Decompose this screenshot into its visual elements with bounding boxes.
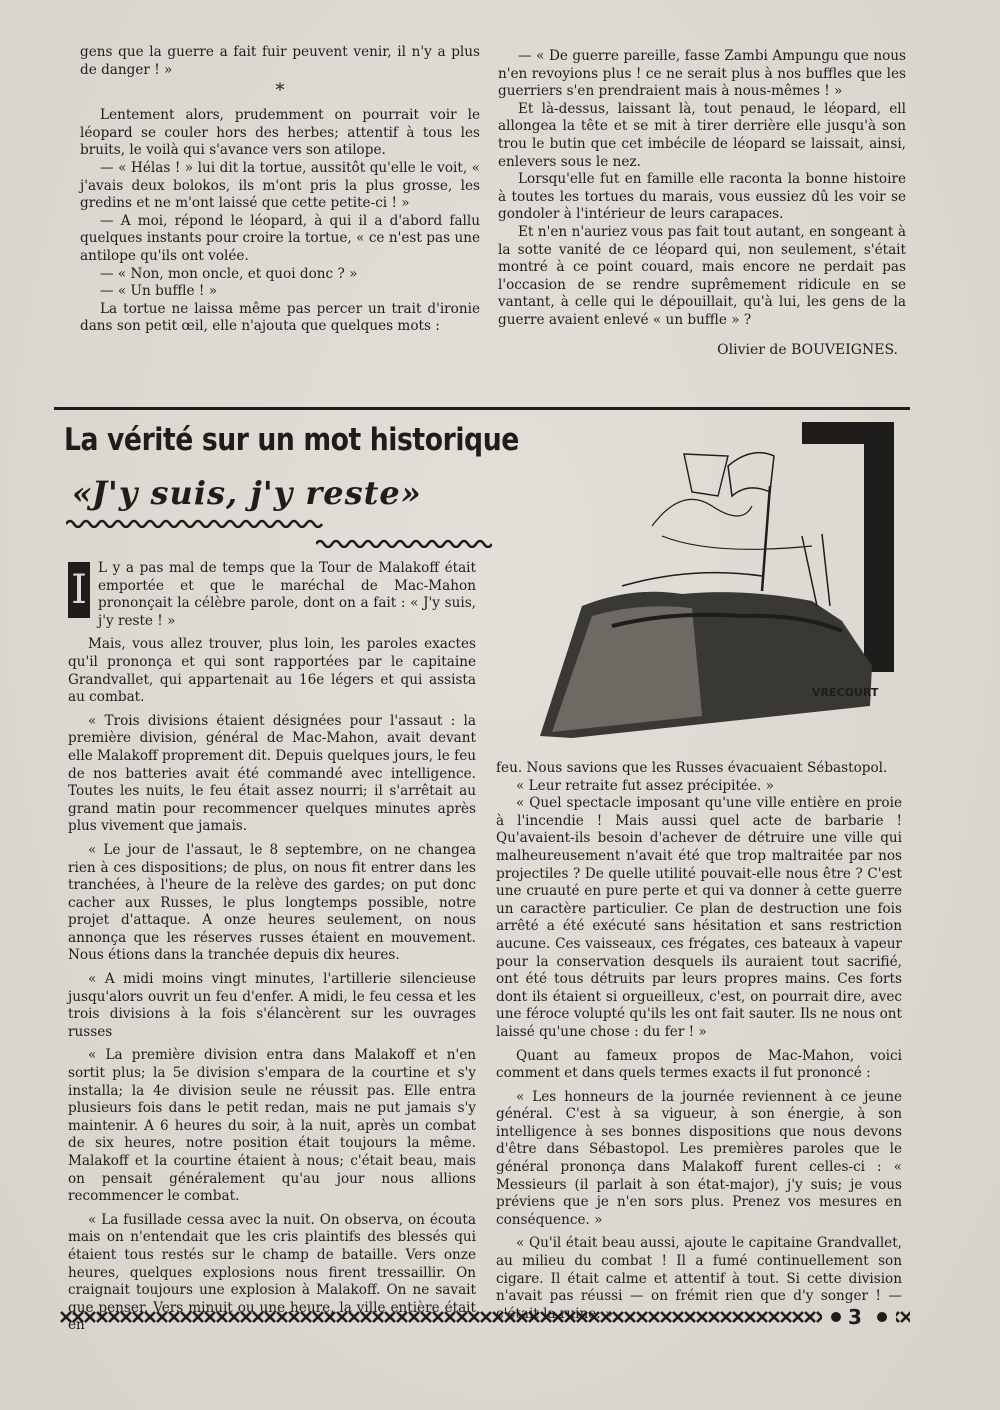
intro-paragraph <box>68 560 476 630</box>
paragraph: « A midi moins vingt minutes, l'artillerie silencieuse jusqu'alors ouvrit un feu d'enfer. A midi, le feu cessa et les trois divisions à la fois s'élancèrent sur les ouvrages russes <box>68 971 476 1040</box>
story-right-column <box>498 48 906 359</box>
paragraph: — « De guerre pareille, fasse Zambi Ampungu que nous n'en revoyions plus ! ce ne serait plus à nos buffles que les guerriers s'en prendraient mais à nous-mêmes ! » <box>498 48 906 100</box>
article-subtitle: «J'y suis, j'y reste» <box>72 474 422 512</box>
footer-ornament <box>60 1306 910 1328</box>
paragraph: Lorsqu'elle fut en famille elle raconta la bonne histoire à toutes les tortues du marais, vous eussiez dû les voir se gondoler à l'intérieur de leurs carapaces. <box>498 171 906 223</box>
paragraph: — « Non, mon oncle, et quoi donc ? » <box>100 265 358 282</box>
title-ornament <box>66 518 328 528</box>
paragraph: Et n'en n'auriez vous pas fait tout autant, en songeant à la sotte vanité de ce léopard qui, non seulement, s'était montré à ce point couard, mais encore ne perdait pas l'occasion de se rendre suprêmement ridicule en se vantant, à celle qui le dépouillait, qu'à lui, les gens de la guerre avaient enlevé « un buffle » ? <box>498 223 906 328</box>
paragraph: — A moi, répond le léopard, à qui il a d'abord fallu quelques instants pour croire la tortue, « ce n'est pas une antilope qu'ils ont volée. <box>80 212 480 264</box>
paragraph: Lentement alors, prudemment on pourrait voir le léopard se couler hors des herbes; attentif à tous les bruits, le voilà qui s'avance vers son atilope. <box>80 107 480 159</box>
page-number: 3 <box>848 1305 862 1329</box>
paragraph: feu. Nous savions que les Russes évacuaient Sébastopol. <box>496 760 888 776</box>
paragraph: « Quel spectacle imposant qu'une ville entière en proie à l'incendie ! Mais aussi quel acte de barbarie ! Qu'avaient-ils besoin d'achever de détruire une ville qui malheureusement n'avait été que trop maltraitée par nos projectiles ? De quelle utilité pouvait-elle nous être ? C'est une cruauté en pure perte et qui va donner à cette guerre un caractère particulier. Ce plan de destruction une fois arrêté a été exécuté sans hésitation et sans restriction aucune. Ces vaisseaux, ces frégates, ces bateaux à vapeur pour la conservation desquels ils auraient tout sacrifié, ont été tous détruits par leurs propres mains. Ces forts dont ils étaient si orgueilleux, c'est, on pourrait dire, avec une féroce volupté qu'ils les ont fait sauter. Ils ne nous ont laissé qu'une chose : du fer ! » <box>496 795 902 1040</box>
paragraph: « Leur retraite fut assez précipitée. » <box>516 777 774 794</box>
article-title: La vérité sur un mot historique <box>64 422 519 458</box>
title-ornament <box>316 538 492 548</box>
article-left-column <box>68 560 476 1335</box>
paragraph: « Trois divisions étaient désignées pour l'assaut : la première division, général de Mac-Mahon, avait devant elle Malakoff proprement dit. Depuis quelques jours, le feu de nos batteries avait été commandé avec intelligence. Toutes les nuits, le feu était assez nourri; il s'arrêtait au grand matin pour recommencer quelques minutes après plus vivement que jamais. <box>68 712 476 835</box>
paragraph: « La première division entra dans Malakoff et n'en sortit plus; la 5e division s'empara de la courtine et s'y installa; la 4e division seule ne réussit pas. Elle entra plusieurs fois dans le petit redan, mais ne put jamais s'y maintenir. A 6 heures du soir, à la nuit, après un combat de six heures, notre position était toujours la même. Malakoff et la courtine étaient à nous; c'était beau, mais on pensait généralement qu'au jour nous allions recommencer le combat. <box>68 1047 476 1205</box>
paragraph: Mais, vous allez trouver, plus loin, les paroles exactes qu'il prononça et qui sont rapportées par le capitaine Grandvallet, qui appartenait au 16e légers et qui assista au combat. <box>68 636 476 706</box>
paragraph: Quant au fameux propos de Mac-Mahon, voici comment et dans quels termes exacts il fut prononcé : <box>496 1047 902 1082</box>
paragraph: « Les honneurs de la journée reviennent à ce jeune général. C'est à sa vigueur, à son énergie, à son intelligence à ses bonnes dispositions que nous devons d'être dans Sébastopol. Les premières paroles que le général prononça dans Malakoff furent celles-ci : « Messieurs (il parlait à son état-major), j'y suis; je vous préviens que je n'en sors plus. Prenez vos mesures en conséquence. » <box>496 1088 902 1228</box>
paragraph: — « Un buffle ! » <box>100 283 218 300</box>
story-left-column <box>80 44 480 336</box>
article-right-column <box>496 760 902 1323</box>
intro-text: L y a pas mal de temps que la Tour de Malakoff était emportée et que le maréchal de Mac-Mahon prononçait la célèbre parole, dont on a fait : « J'y suis, j'y reste ! » <box>98 560 476 629</box>
paragraph: La tortue ne laissa même pas percer un trait d'ironie dans son petit œil, elle n'ajouta que quelques mots : <box>80 300 480 335</box>
paragraph: « Le jour de l'assaut, le 8 septembre, on ne changea rien à ces dispositions; de plus, on nous fit entrer dans les tranchées, à l'heure de la relève des gardes; on put donc cacher aux Russes, le plus longtemps possible, notre projet d'attaque. A onze heures seulement, on nous annonça que les réserves russes étaient en mouvement. Nous étions dans la tranchée depuis dix heures. <box>68 841 476 964</box>
section-star: * <box>275 80 285 102</box>
paragraph: « Qu'il était beau aussi, ajoute le capitaine Grandvallet, au milieu du combat ! Il a fumé continuellement son cigare. Il était calme et attentif à tout. Si cette division n'avait pas réussi — on frémit rien que d'y songer ! — <box>496 1235 902 1305</box>
paragraph: gens que la guerre a fait fuir peuvent venir, il n'y a plus de danger ! » <box>80 44 480 78</box>
paragraph: — « Hélas ! » lui dit la tortue, aussitôt qu'elle le voit, « j'avais deux bolokos, ils m'ont pris la plus grosse, les gredins et ne m'ont laissé que cette petite-ci ! » <box>80 159 480 212</box>
paragraph: « La fusillade cessa avec la nuit. On observa, on écouta mais on n'entendait que les cris plaintifs des blessés qui étaient tous restés sur le champ de bataille. Vers onze heures, quelques explosions nous firent tressaillir. On craignait toujours une explosion à Malakoff. On ne savait <box>68 1211 476 1299</box>
paragraph: Et là-dessus, laissant là, tout penaud, le léopard, ell allongea la tête et se mit à tirer derrière elle jusqu'à son trou le butin que cet imbécile de léopard se laissait, ainsi, enlevers sous le nez. <box>498 100 906 170</box>
malakoff-illustration <box>512 416 898 756</box>
drop-cap: I <box>68 562 90 618</box>
author-signature: Olivier de BOUVEIGNES. <box>717 341 898 358</box>
artist-signature: VRECOURT <box>812 686 879 699</box>
section-divider <box>54 407 910 410</box>
